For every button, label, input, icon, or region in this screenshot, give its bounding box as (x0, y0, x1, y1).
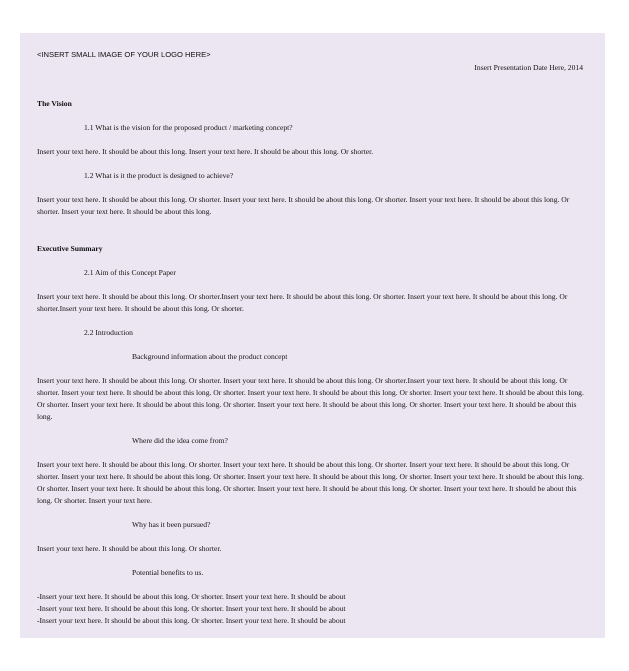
list-item: -Insert your text here. It should be about this long. Or shorter. Insert your text here. It should be about (37, 604, 346, 613)
presentation-date: Insert Presentation Date Here, 2014 (474, 63, 583, 72)
benefits-heading: Potential benefits to us. (132, 568, 204, 577)
list-item: -Insert your text here. It should be about this long. Or shorter. Insert your text here. It should be about (37, 592, 346, 601)
pursued-heading: Why has it been pursued? (132, 520, 211, 529)
list-item: -Insert your text here. It should be about this long. Or shorter. Insert your text here. It should be about (37, 616, 346, 625)
vision-question-2: 1.2 What is it the product is designed to achieve? (84, 171, 234, 180)
introduction-heading: 2.2 Introduction (84, 328, 133, 337)
logo-placeholder: <INSERT SMALL IMAGE OF YOUR LOGO HERE> (37, 50, 211, 59)
document-page (20, 33, 605, 638)
executive-summary-heading: Executive Summary (37, 244, 103, 253)
idea-paragraph: Insert your text here. It should be about this long. Or shorter. Insert your text here. It should be about this long. Or shorter. Insert your text here. It should be about this long. Or shorter. Insert your text here. It should be about this long. Or shorter. Insert your text here. It should be about this long. Or shorter. Insert your text here. It should be about this long. Or shorter. Insert your text here. It should be about this long. Or shorter. Insert your text here. It should be about this long. Or shorter. Insert your text here. It should be about this long. Or shorter. Insert your text here. (37, 460, 584, 505)
aim-paragraph: Insert your text here. It should be about this long. Or shorter.Insert your text here. It should be about this long. Or shorter. Insert your text here. It should be about this long. Or shorter.Insert your text here. It should be about this long. Or shorter. (37, 292, 568, 313)
aim-heading: 2.1 Aim of this Concept Paper (84, 268, 176, 277)
background-paragraph: Insert your text here. It should be about this long. Or shorter. Insert your text here. It should be about this long. Or shorter.Insert your text here. It should be about this long. Or shorter. Insert your text here. It should be about this long. Or shorter. Insert your text here. It should be about this long. Or shorter. Insert your text here. It should be about this long. Or shorter. Insert your text here. It should be about this long. Or shorter. Insert your text here. It should be about this long. Or shorter. Insert your text here. It should be about this long. (37, 376, 584, 421)
background-heading: Background information about the product concept (132, 352, 288, 361)
benefits-list (37, 591, 589, 627)
pursued-paragraph: Insert your text here. It should be about this long. Or shorter. (37, 544, 222, 553)
vision-question-1: 1.1 What is the vision for the proposed product / marketing concept? (84, 123, 293, 132)
vision-heading: The Vision (37, 99, 72, 108)
vision-paragraph-2: Insert your text here. It should be about this long. Or shorter. Insert your text here. It should be about this long. Or shorter. Insert your text here. It should be about this long. Or shorter. Insert your text here. It should be about this long. (37, 195, 570, 216)
idea-heading: Where did the idea come from? (132, 436, 228, 445)
vision-paragraph-1: Insert your text here. It should be about this long. Insert your text here. It should be about this long. Or shorter. (37, 147, 374, 156)
